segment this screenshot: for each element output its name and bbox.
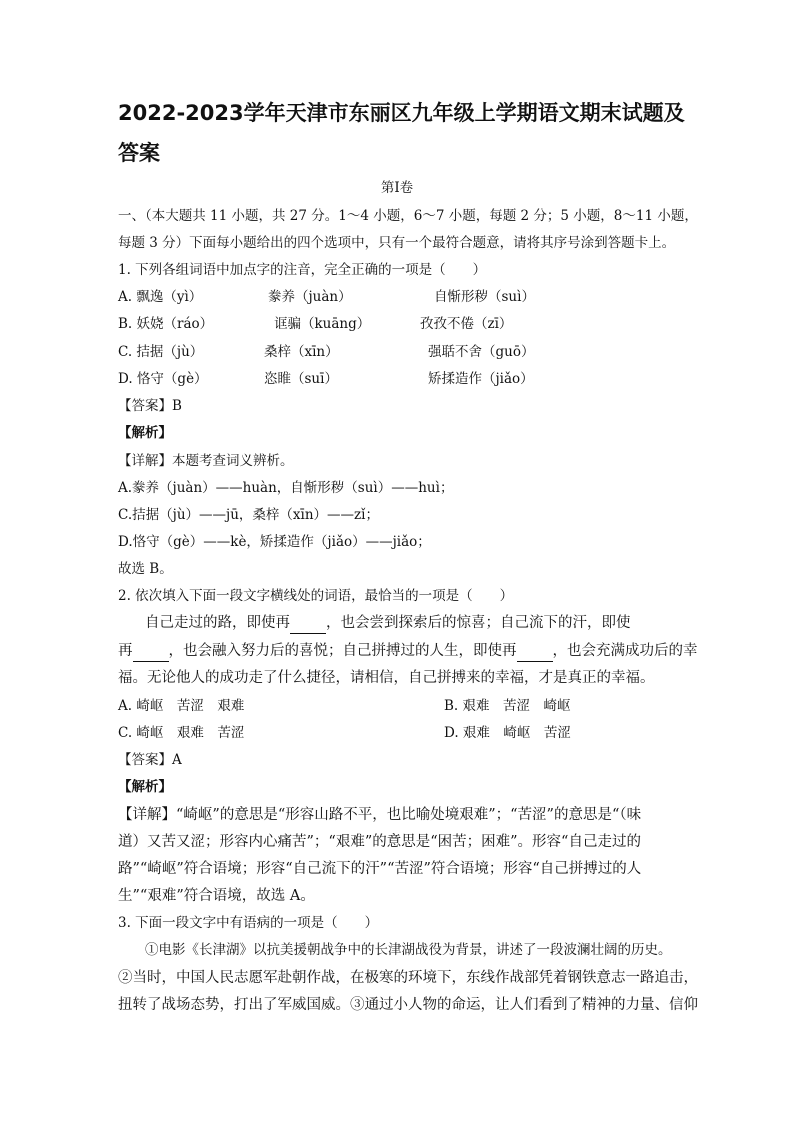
q1-option-d-1: D. 恪守（gè） [118, 371, 208, 387]
q2-blank-1 [290, 613, 326, 634]
q2-passage-line-3: 福。无论他人的成功走了什么捷径，请相信，自己拼搏来的幸福，才是真正的幸福。 [118, 670, 655, 686]
q2-passage-text-2c: ，也会充满成功后的幸 [552, 643, 698, 659]
document-title-line-2: 答案 [118, 141, 160, 165]
q1-conclusion: 故选 B。 [118, 561, 173, 577]
q1-option-d-2: 恣睢（suī） [264, 371, 338, 387]
q1-analysis-label: 【解析】 [118, 425, 172, 441]
q3-passage-line-1: ①电影《长津湖》以抗美援朝战争中的长津湖战役为背景，讲述了一段波澜壮阔的历史。 [145, 942, 672, 958]
q2-blank-3 [517, 641, 553, 662]
section-label: 第Ⅰ卷 [380, 180, 414, 196]
intro-line-2: 每题 3 分）下面每小题给出的四个选项中，只有一个最符合题意，请将其序号涂到答题卡上。 [118, 235, 676, 251]
q2-passage-text-2a: 再 [118, 643, 133, 659]
q2-detail-line-4: 生”“艰难”符合语境，故选 A。 [118, 888, 315, 904]
q2-analysis-label: 【解析】 [118, 779, 172, 795]
q3-passage-line-3: 扭转了战场态势，打出了军威国威。③通过小人物的命运，让人们看到了精神的力量、信仰 [118, 997, 698, 1013]
q1-option-d-3: 矫揉造作（jiǎo） [428, 371, 534, 387]
document-title-line-1: 2022-2023学年天津市东丽区九年级上学期语文期末试题及 [118, 101, 685, 125]
q1-option-c-2: 桑梓（xīn） [264, 344, 339, 360]
q1-detail: 【详解】本题考查词义辨析。 [118, 453, 294, 469]
q2-answer: 【答案】A [118, 752, 182, 768]
q2-stem: 2. 依次填入下面一段文字横线处的词语，最恰当的一项是（ ） [118, 588, 514, 604]
q1-detail-line-c: C.拮据（jù）——jū，桑梓（xīn）——zǐ； [118, 507, 379, 523]
q1-option-c-1: C. 拮据（jù） [118, 344, 204, 360]
q1-detail-line-d: D.恪守（gè）——kè，矫揉造作（jiǎo）——jiǎo； [118, 534, 431, 550]
q2-passage-text-1b: ，也会尝到探索后的惊喜；自己流下的汗，即使 [326, 615, 631, 631]
q1-detail-line-a: A.豢养（juàn）——huàn，自惭形秽（suì）——huì； [118, 480, 454, 496]
q2-passage-line-1 [145, 613, 631, 634]
q2-passage-text-1a: 自己走过的路，即使再 [145, 615, 290, 631]
q1-answer: 【答案】B [118, 398, 182, 414]
q1-option-a-3: 自惭形秽（suì） [434, 289, 535, 305]
q2-option-d: D. 艰难 崎岖 苦涩 [444, 725, 571, 741]
q2-blank-2 [133, 641, 169, 662]
q1-option-b-3: 孜孜不倦（zī） [420, 316, 513, 332]
intro-line-1: 一、（本大题共 11 小题，共 27 分。1～4 小题，6～7 小题，每题 2 分；5 小题，8～11 小题， [118, 208, 698, 224]
q2-detail-line-2: 道）又苦又涩；形容内心痛苦”；“艰难”的意思是“困苦；困难”。形容“自己走过的 [118, 834, 641, 850]
q3-stem: 3. 下面一段文字中有语病的一项是（ ） [118, 915, 379, 931]
q2-detail-line-1: 【详解】“崎岖”的意思是“形容山路不平，也比喻处境艰难”；“苦涩”的意思是“（味 [118, 807, 642, 823]
q2-detail-line-3: 路”“崎岖”符合语境；形容“自己流下的汗”“苦涩”符合语境；形容“自己拼搏过的人 [118, 861, 642, 877]
q1-option-a-1: A. 飘逸（yì） [118, 289, 203, 305]
q1-stem: 1. 下列各组词语中加点字的注音，完全正确的一项是（ ） [118, 262, 487, 278]
q2-option-c: C. 崎岖 艰难 苦涩 [118, 725, 245, 741]
q1-option-b-2: 诓骗（kuāng） [274, 316, 371, 332]
q2-passage-text-2b: ，也会融入努力后的喜悦；自己拼搏过的人生，即使再 [168, 643, 517, 659]
q2-option-b: B. 艰难 苦涩 崎岖 [444, 698, 571, 714]
q2-passage-line-2 [118, 641, 698, 662]
q1-option-c-3: 强聒不舍（guō） [428, 344, 535, 360]
q1-option-b-1: B. 妖娆（ráo） [118, 316, 214, 332]
q1-option-a-2: 豢养（juàn） [268, 289, 352, 305]
q3-passage-line-2: ②当时，中国人民志愿军赴朝作战，在极寒的环境下，东线作战部凭着钢铁意志一路追击， [118, 970, 698, 986]
q2-option-a: A. 崎岖 苦涩 艰难 [118, 698, 245, 714]
